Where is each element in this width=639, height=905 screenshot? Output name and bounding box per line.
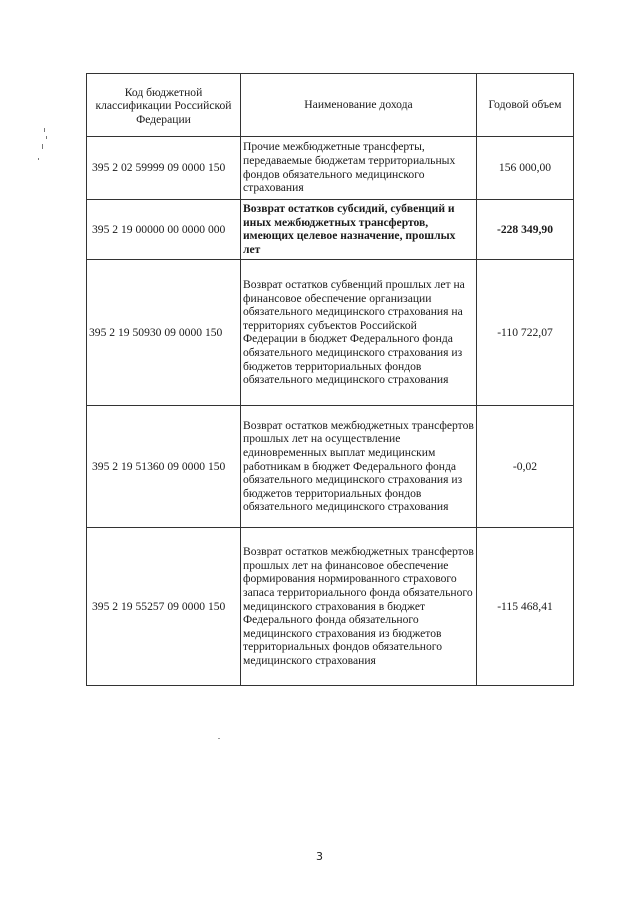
table-row bbox=[87, 406, 574, 528]
row-volume: 156 000,00 bbox=[477, 137, 574, 200]
row-volume: -110 722,07 bbox=[477, 260, 574, 406]
row-name: Возврат остатков межбюджетных трансфертов прошлых лет на финансовое обеспечение формирования нормированного страхового запаса территориального фонда обязательного медицинского страхования в бюджет Федерального фонда обязательного медицинского страхования из бюджетов территориальных фондов обязательного медицинского страхования bbox=[241, 528, 477, 686]
row-name: Возврат остатков субсидий, субвенций и иных межбюджетных трансфертов, имеющих целевое назначение, прошлых лет bbox=[241, 200, 477, 260]
scan-artifact-dot bbox=[218, 738, 220, 739]
budget-revenue-table bbox=[86, 73, 574, 686]
table-row bbox=[87, 200, 574, 260]
row-volume: -228 349,90 bbox=[477, 200, 574, 260]
table-row bbox=[87, 137, 574, 200]
row-code: 395 2 19 00000 00 0000 000 bbox=[87, 200, 241, 260]
table-row bbox=[87, 528, 574, 686]
header-code: Код бюджетной классификации Российской Федерации bbox=[87, 74, 241, 137]
row-code: 395 2 02 59999 09 0000 150 bbox=[87, 137, 241, 200]
row-name: Прочие межбюджетные трансферты, передаваемые бюджетам территориальных фондов обязательного медицинского страхования bbox=[241, 137, 477, 200]
header-volume: Годовой объем bbox=[477, 74, 574, 137]
row-name: Возврат остатков межбюджетных трансфертов прошлых лет на осуществление единовременных выплат медицинским работникам в бюджет Федерального фонда обязательного медицинского страхования из бюджетов территориальных фондов обязательного медицинского страхования bbox=[241, 406, 477, 528]
scan-artifact-marks bbox=[34, 128, 48, 168]
table-row bbox=[87, 260, 574, 406]
row-code: 395 2 19 51360 09 0000 150 bbox=[87, 406, 241, 528]
row-volume: -0,02 bbox=[477, 406, 574, 528]
row-name: Возврат остатков субвенций прошлых лет на финансовое обеспечение организации обязательного медицинского страхования на территориях субъектов Российской Федерации в бюджет Федерального фонда обязательного медицинского страхования из бюджетов территориальных фондов обязательного медицинского страхования bbox=[241, 260, 477, 406]
header-name: Наименование дохода bbox=[241, 74, 477, 137]
row-volume: -115 468,41 bbox=[477, 528, 574, 686]
page-number: 3 bbox=[316, 850, 323, 863]
row-code: 395 2 19 50930 09 0000 150 bbox=[87, 260, 241, 406]
table-header-row bbox=[87, 74, 574, 137]
row-code: 395 2 19 55257 09 0000 150 bbox=[87, 528, 241, 686]
